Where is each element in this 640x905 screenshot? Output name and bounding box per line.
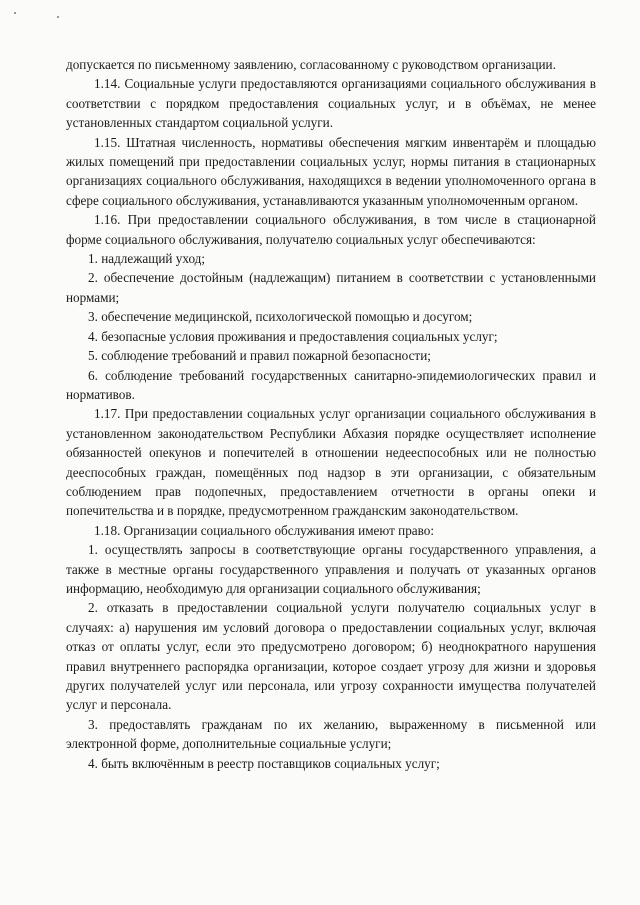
list-item: 2. обеспечение достойным (надлежащим) питанием в соответствии с установленными нормами; <box>66 270 596 305</box>
paragraph: 1.14. Социальные услуги предоставляются организациями социального обслуживания в соответствии с порядком предоставления социальных услуг, и в объёмах, не менее установленных стандартом социальной услуги. <box>66 76 596 131</box>
paragraph: 1.15. Штатная численность, нормативы обеспечения мягким инвентарём и площадью жилых помещений при предоставлении социальных услуг, нормы питания в стационарных организациях социального обслуживания, находящихся в ведении уполномоченного органа в сфере социального обслуживания, устанавливаются указанным уполномоченным органом. <box>66 134 596 208</box>
list-item: 6. соблюдение требований государственных санитарно-эпидемиологических правил и нормативов. <box>66 367 596 402</box>
document-body <box>66 55 596 773</box>
paragraph: 1.18. Организации социального обслуживания имеют право: <box>94 522 435 538</box>
list-item: 4. безопасные условия проживания и предоставления социальных услуг; <box>88 328 498 344</box>
list-item: 4. быть включённым в реестр поставщиков социальных услуг; <box>88 755 440 771</box>
paragraph: допускается по письменному заявлению, согласованному с руководством организации. <box>66 57 556 72</box>
scan-speck <box>14 12 16 14</box>
list-item: 3. обеспечение медицинской, психологической помощью и досугом; <box>88 309 473 325</box>
scan-speck <box>57 16 59 18</box>
list-item: 3. предоставлять гражданам по их желанию, выраженному в письменной или электронной форме, дополнительные социальные услуги; <box>66 716 596 752</box>
paragraph: 1.17. При предоставлении социальных услуг организации социального обслуживания в установленном законодательством Республики Абхазия порядке осуществляет исполнение обязанностей опекунов и попечителей в отношении недееспособных или не полностью дееспособных граждан, помещённых под надзор в эти организации, с обязательным соблюдением прав подопечных, предоставлением отчетности в органы опеки и попечительства и в порядке, предусмотренном гражданским законодательством. <box>66 406 596 519</box>
list-item: 1. осуществлять запросы в соответствующие органы государственного управления, а также в местные органы государственного управления и получать от указанных органов информацию, необходимую для организации социального обслуживания; <box>66 542 596 596</box>
paragraph: 1.16. При предоставлении социального обслуживания, в том числе в стационарной форме социального обслуживания, получателю социальных услуг обеспечиваются: <box>66 212 596 247</box>
list-item: 1. надлежащий уход; <box>88 251 206 267</box>
list-item: 5. соблюдение требований и правил пожарной безопасности; <box>88 348 431 364</box>
list-item: 2. отказать в предоставлении социальной услуги получателю социальных услуг в случаях: а) нарушения им условий договора о предоставлении социальных услуг, включая отказ от оплаты услуг, если это предусмотрено договором; б) неоднократного нарушения правил внутреннего распорядка организации, которое создает угрозу для жизни и здоровья других получателей услуг или персонала, или угрозу сохранности имущества получателей услуг и персонала. <box>66 600 596 713</box>
